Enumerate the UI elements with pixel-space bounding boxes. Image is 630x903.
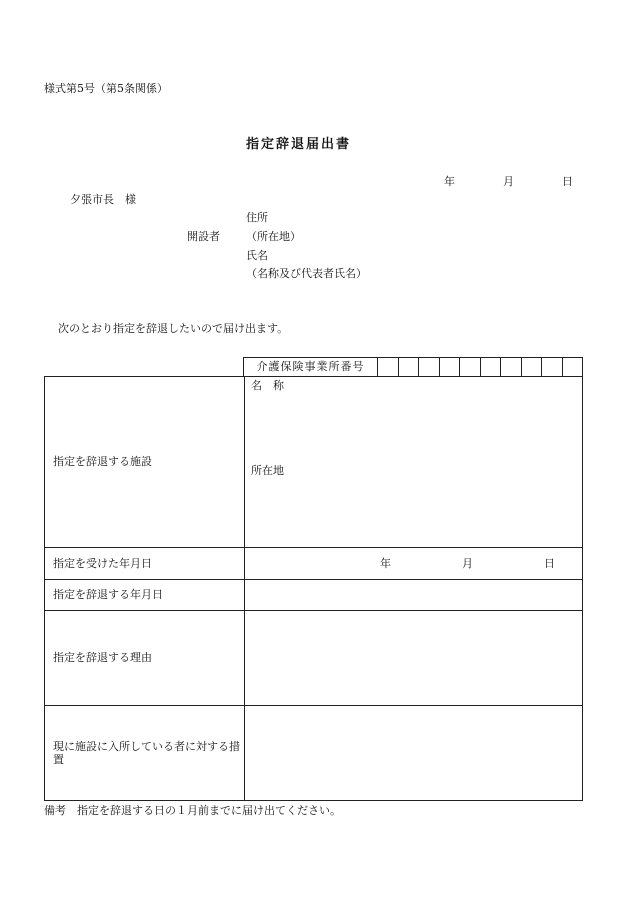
facility-label: 指定を辞退する施設 [45, 377, 245, 548]
received-date-field[interactable] [245, 548, 583, 580]
measures-field[interactable] [245, 706, 583, 801]
office-number-digit[interactable] [398, 358, 419, 377]
office-number-digit[interactable] [521, 358, 542, 377]
received-day-label: 日 [544, 557, 555, 570]
facility-location-label: 所在地 [251, 464, 284, 477]
date-month-label: 月 [503, 175, 514, 188]
document-title: 指定辞退届出書 [246, 137, 352, 152]
name-note: （名称及び代表者氏名） [246, 267, 367, 280]
applicant-label: 開設者 [187, 230, 220, 243]
office-number-digit[interactable] [542, 358, 563, 377]
measures-label: 現に施設に入所している者に対する措置 [45, 706, 245, 801]
office-number-digit[interactable] [419, 358, 440, 377]
date-day-label: 日 [562, 175, 573, 188]
received-month-label: 月 [462, 557, 473, 570]
address-note: （所在地） [246, 230, 301, 243]
withdrawal-form-table [44, 376, 583, 801]
date-year-label: 年 [444, 175, 455, 188]
reason-label: 指定を辞退する理由 [45, 611, 245, 706]
facility-name-label: 名 称 [251, 379, 284, 392]
office-number-digit[interactable] [378, 358, 399, 377]
addressee: 夕張市長 様 [70, 193, 136, 206]
withdraw-date-label: 指定を辞退する年月日 [45, 580, 245, 611]
received-year-label: 年 [380, 557, 391, 570]
office-number-digit[interactable] [480, 358, 501, 377]
office-number-digit[interactable] [501, 358, 522, 377]
facility-field[interactable] [245, 377, 583, 548]
office-number-digit[interactable] [460, 358, 481, 377]
office-number-digit[interactable] [562, 358, 583, 377]
office-number-table [243, 357, 583, 377]
name-label: 氏名 [246, 249, 268, 262]
office-number-digit[interactable] [439, 358, 460, 377]
address-label: 住所 [246, 211, 268, 224]
intro-text: 次のとおり指定を辞退したいので届け出ます。 [58, 322, 289, 335]
reason-field[interactable] [245, 611, 583, 706]
form-number: 様式第5号（第5条関係） [44, 82, 168, 95]
remarks: 備考 指定を辞退する日の１月前までに届け出てください。 [44, 804, 341, 817]
office-number-label: 介護保険事業所番号 [244, 358, 378, 377]
received-date-label: 指定を受けた年月日 [45, 548, 245, 580]
withdraw-date-field[interactable] [245, 580, 583, 611]
